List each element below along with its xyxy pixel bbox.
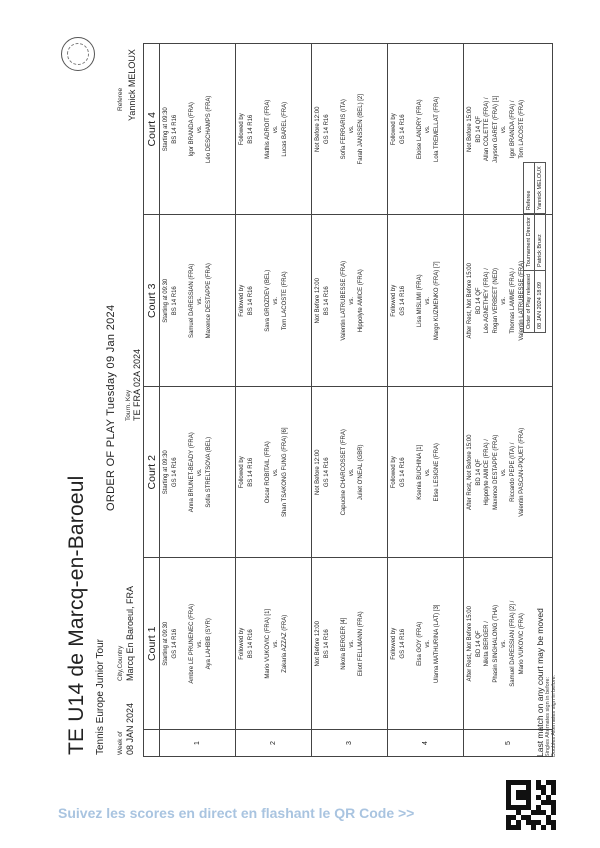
match-cell xyxy=(388,44,464,216)
match-line: Farah JANSSEN (BEL) [2] xyxy=(357,94,364,165)
court-header: Court 4 xyxy=(144,44,160,216)
match-line: vs. xyxy=(425,125,432,134)
match-line: vs. xyxy=(425,639,432,648)
qr-code-icon[interactable] xyxy=(506,780,556,830)
court-header: Court 1 xyxy=(144,558,160,730)
match-line: Léo DESCHAMPS (FRA) xyxy=(205,95,212,163)
match-line: Lisa MISLIMI (FRA) xyxy=(416,274,423,328)
match-line: After Rest, Not Before 15:00 xyxy=(467,606,473,682)
match-line: vs. xyxy=(197,125,204,134)
match-line: Eliott FELLMANN (FRA) xyxy=(357,611,364,677)
match-line: Sava GROZDEV (BEL) xyxy=(264,269,271,332)
match-line: Thomas LAMME (FRA) / xyxy=(509,267,516,334)
match-line: Zakaria AZZAZ (FRA) xyxy=(281,614,288,673)
match-line: After Rest, Not Before 15:00 xyxy=(467,263,473,339)
match-cell xyxy=(312,215,388,387)
match-line: vs. xyxy=(273,468,280,477)
match-line: Sofia STRELTSOVA (BEL) xyxy=(205,436,212,508)
match-line: Léo AGNETHEY (FRA) / xyxy=(484,268,491,334)
row-number: 3 xyxy=(312,730,388,757)
rotated-page xyxy=(55,35,555,761)
match-line: Elsa GOY (FRA) xyxy=(416,621,423,666)
match-line: BS 14 R16 xyxy=(171,286,178,316)
singles-alternates-note: Singles Alternates sign in before: xyxy=(545,676,551,757)
match-line xyxy=(179,387,188,558)
match-line xyxy=(407,559,416,730)
match-line: Mario VUKOVIC (FRA) xyxy=(518,613,525,675)
live-scores-link[interactable]: Suivez les scores en direct en flashant le QR Code >> xyxy=(58,805,415,821)
match-line: BS 14 R16 xyxy=(171,114,178,144)
referee-box-label: Referee xyxy=(524,163,535,214)
match-line: Jayson GARET (FRA) [1] xyxy=(492,95,499,163)
match-line: Valentin PASCAN-PIQUET (FRA) xyxy=(518,427,525,517)
match-line: Nikola BERGER [4] xyxy=(340,617,347,670)
match-cell xyxy=(388,215,464,387)
match-line: vs. xyxy=(349,468,356,477)
match-cell xyxy=(388,387,464,559)
match-line: Starting at 09:30 xyxy=(163,107,169,152)
match-line xyxy=(331,44,340,215)
match-line: Followed by xyxy=(391,113,397,146)
doubles-alternates-note: Doubles Alternates sign in before: xyxy=(551,674,557,757)
order-released-label: Order of Play released xyxy=(524,270,535,332)
match-line: vs. xyxy=(501,468,508,477)
match-line: vs. xyxy=(273,125,280,134)
match-line: Juliet O'NEAL (GBR) xyxy=(357,444,364,501)
match-line: Phasin SINGHALONG (THA) xyxy=(492,604,499,683)
match-line: Not Before 12:00 xyxy=(315,449,321,495)
match-line: GS 14 R16 xyxy=(171,457,178,488)
match-line: vs. xyxy=(349,125,356,134)
row-number: 1 xyxy=(160,730,236,757)
match-cell xyxy=(160,44,236,216)
match-cell xyxy=(388,558,464,730)
order-of-play-sheet xyxy=(55,35,555,761)
match-cell xyxy=(312,387,388,559)
court-header-row xyxy=(144,44,160,757)
match-line xyxy=(255,387,264,558)
match-line: Starting at 09:30 xyxy=(163,450,169,495)
match-line: Not Before 15:00 xyxy=(467,106,473,152)
match-line: Followed by xyxy=(239,456,245,489)
match-line: vs. xyxy=(501,296,508,305)
match-line: Eloise LANDRY (FRA) xyxy=(416,99,423,160)
match-line: BS 14 R16 xyxy=(247,457,254,487)
match-line: BS 14 R16 xyxy=(323,286,330,316)
match-line: Not Before 12:00 xyxy=(315,106,321,152)
match-line: Valentin LATRUBESSE (FRA) xyxy=(340,260,347,341)
match-line: Riccardo PEPE (ITA) / xyxy=(509,442,516,502)
match-row xyxy=(388,44,464,757)
match-line xyxy=(179,559,188,730)
match-line: GS 14 R16 xyxy=(399,285,406,316)
match-line: vs. xyxy=(197,468,204,477)
match-line: GS 14 R16 xyxy=(399,628,406,659)
court-header: Court 2 xyxy=(144,387,160,559)
match-line: vs. xyxy=(273,296,280,305)
referee-box-value: Yannick MELOUX xyxy=(535,163,546,214)
match-line: Rogan VERBEET (NED) xyxy=(492,267,499,334)
match-line: Samuel DARESSIAN (FRA) xyxy=(188,263,195,338)
match-line: BD 14 QF xyxy=(475,630,482,658)
match-line xyxy=(255,44,264,215)
match-cell xyxy=(312,558,388,730)
match-cell xyxy=(312,44,388,216)
row-number: 2 xyxy=(236,730,312,757)
match-line: Igor BRANDA (FRA) xyxy=(188,102,195,157)
city-value: Marcq En Baroeul, FRA xyxy=(125,585,135,681)
match-line xyxy=(407,216,416,387)
match-line: Allan COLETTE (FRA) / xyxy=(484,97,491,162)
match-cell xyxy=(160,558,236,730)
match-line: BD 14 QF xyxy=(475,458,482,486)
match-line: Not Before 12:00 xyxy=(315,278,321,324)
match-line: GS 14 R16 xyxy=(399,114,406,145)
match-line: Followed by xyxy=(239,113,245,146)
match-line xyxy=(179,44,188,215)
match-line: Followed by xyxy=(391,627,397,660)
match-cell xyxy=(464,387,553,559)
court-header: Court 3 xyxy=(144,215,160,387)
row-number: 5 xyxy=(464,730,553,757)
match-line xyxy=(331,559,340,730)
match-row xyxy=(160,44,236,757)
match-line: Followed by xyxy=(391,456,397,489)
referee-label: Referee xyxy=(117,87,124,111)
match-line: Tom LACOSTE (FRA) xyxy=(518,99,525,159)
match-line: Igor BRANDA (FRA) / xyxy=(509,100,516,159)
match-line: Margo KUZMENKO (FRA) [7] xyxy=(433,261,440,341)
match-row xyxy=(236,44,312,757)
order-of-play-table xyxy=(143,43,553,757)
match-line: Ambre LE PRUNENEC (FRA) xyxy=(188,603,195,684)
match-line: vs. xyxy=(197,639,204,648)
match-line: Sofia FERRARIS (ITA) xyxy=(340,99,347,160)
week-label: Week of xyxy=(117,731,124,755)
match-line: Ksenia BUCHINA [1] xyxy=(416,444,423,500)
match-line: Shan TSAKONG FUNG (FRA) [6] xyxy=(281,427,288,518)
match-line: vs. xyxy=(197,296,204,305)
match-line: vs. xyxy=(273,639,280,648)
tourn-key-value: TE FRA 02A 2024 xyxy=(132,348,142,421)
match-line: Maxence DESTAPPE (FRA) xyxy=(492,434,499,510)
match-line xyxy=(179,216,188,387)
match-row xyxy=(312,44,388,757)
referee-value: Yannick MELOUX xyxy=(127,49,137,121)
match-line: Ulama MATHURINA (LAT) [3] xyxy=(433,604,440,683)
match-line: vs. xyxy=(501,125,508,134)
last-match-note: Last match on any court may be moved xyxy=(535,608,545,757)
tournament-title: TE U14 de Marcq-en-Baroeul xyxy=(65,475,88,755)
match-line: Lola TREMELLAT (FRA) xyxy=(433,96,440,162)
match-line: Lucas BAREL (FRA) xyxy=(281,101,288,157)
match-line: Tom LACOSTE (FRA) xyxy=(281,271,288,331)
match-line: Starting at 09:30 xyxy=(163,621,169,666)
match-line xyxy=(407,44,416,215)
match-line: BS 14 R16 xyxy=(247,629,254,659)
match-cell xyxy=(236,558,312,730)
match-line: BS 14 R16 xyxy=(323,629,330,659)
match-line: Mathis ADROIT (FRA) xyxy=(264,99,271,159)
match-line: Not Before 12:00 xyxy=(315,621,321,667)
row-number: 4 xyxy=(388,730,464,757)
match-line: Anna BRUNET-BEADY (FRA) xyxy=(188,432,195,513)
match-line: GS 14 R16 xyxy=(323,114,330,145)
match-line: vs. xyxy=(349,296,356,305)
match-line: GS 14 R16 xyxy=(171,628,178,659)
match-line xyxy=(407,387,416,558)
match-line: Nikita BERGER / xyxy=(484,621,491,667)
release-info-table xyxy=(523,162,546,333)
match-line xyxy=(331,216,340,387)
match-line: BD 14 QF xyxy=(475,287,482,315)
match-line: After Rest, Not Before 15:00 xyxy=(467,434,473,510)
match-cell xyxy=(160,387,236,559)
match-cell xyxy=(236,387,312,559)
tourn-key-label: Tourn. Key xyxy=(125,389,132,421)
match-line: GS 14 R16 xyxy=(399,457,406,488)
match-line: Capucine CHARCOSSET (FRA) xyxy=(340,429,347,516)
match-line: Mario VUKOVIC (FRA) [1] xyxy=(264,608,271,679)
match-line: GS 14 R16 xyxy=(323,457,330,488)
city-label: City,Country xyxy=(117,645,124,681)
td-label: Tournament Director xyxy=(524,214,535,271)
match-line: Oscar ROBITAIL (FRA) xyxy=(264,441,271,504)
match-line: BD 14 QF xyxy=(475,115,482,143)
match-line: Followed by xyxy=(239,284,245,317)
match-cell xyxy=(236,215,312,387)
match-line: Hippolyte AMICE (FRA) / xyxy=(484,439,491,506)
match-line: Starting at 09:30 xyxy=(163,278,169,323)
match-line: vs. xyxy=(425,468,432,477)
match-line: Followed by xyxy=(391,284,397,317)
match-line: vs. xyxy=(349,639,356,648)
tour-subtitle: Tennis Europe Junior Tour xyxy=(95,639,106,755)
match-line: vs. xyxy=(425,296,432,305)
row-number-header xyxy=(144,730,160,757)
match-cell xyxy=(236,44,312,216)
match-line: Hippolyte AMICE (FRA) xyxy=(357,269,364,333)
tennis-europe-logo-icon xyxy=(61,37,95,71)
match-line: Elise LESIGNE (FRA) xyxy=(433,443,440,502)
order-released-value: 08 JAN 2024 18:09 xyxy=(535,270,546,332)
week-value: 08 JAN 2024 xyxy=(125,702,135,755)
match-line xyxy=(331,387,340,558)
match-cell xyxy=(160,215,236,387)
match-line: vs. xyxy=(501,639,508,648)
match-line xyxy=(255,216,264,387)
match-line: Followed by xyxy=(239,627,245,660)
match-line: Maxence DESTAPPE (FRA) xyxy=(205,263,212,339)
td-value: Patrick Bruez xyxy=(535,214,546,271)
match-line: BS 14 R16 xyxy=(247,286,254,316)
match-line xyxy=(255,559,264,730)
match-line: BS 14 R16 xyxy=(247,114,254,144)
match-line: Aya LAHBIB (SYR) xyxy=(205,618,212,670)
match-line: Samuel DARESSIAN (FRA) [2] / xyxy=(509,600,516,687)
match-line: Valentin LATRUBESSE (FRA) xyxy=(518,260,525,341)
order-of-play-heading: ORDER OF PLAY Tuesday 09 Jan 2024 xyxy=(105,304,117,511)
